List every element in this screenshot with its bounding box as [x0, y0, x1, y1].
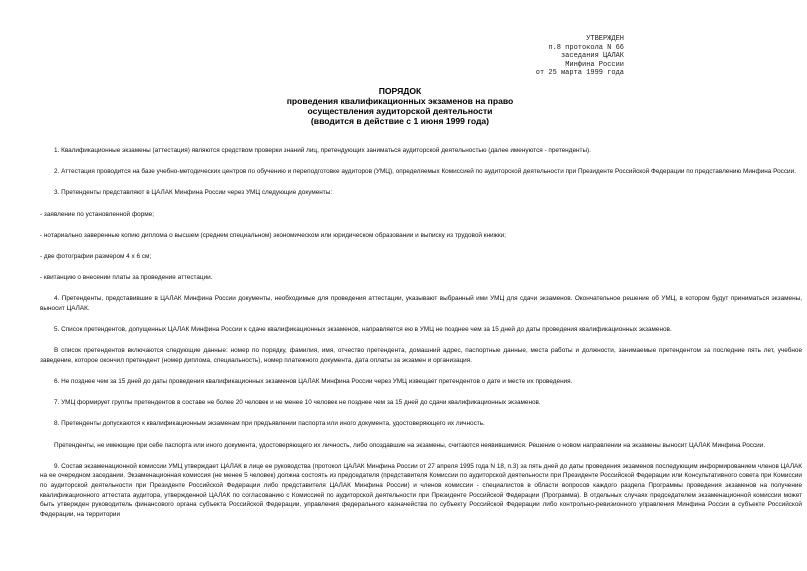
title-line: ПОРЯДОК: [378, 86, 422, 96]
title-line: проведения квалификационных экзаменов на право: [286, 96, 514, 106]
document-body: [40, 146, 802, 531]
paragraph-8b: Претенденты, не имеющие при себе паспорта или иного документа, удостоверяющего их личность, либо опоздавшие на экзамены, считаются неявившимися. Решение о новом направлении на экзамены выносит ЦАЛАК Минфина России.: [54, 441, 766, 449]
paragraph-6: 6. Не позднее чем за 15 дней до даты проведения квалификационных экзаменов ЦАЛАК Минфина России через УМЦ извещает претендентов о дате и месте их проведения.: [54, 378, 573, 386]
approval-line: заседания ЦАЛАК: [560, 52, 624, 60]
title-line: (вводится в действие с 1 июня 1999 года): [310, 116, 490, 126]
paragraph-8: 8. Претенденты допускаются к квалификационным экзаменам при предъявлении паспорта или иного документа, удостоверяющего их личность.: [54, 420, 485, 428]
paragraph-2: 2. Аттестация проводится на базе учебно-методических центров по обучению и переподготовке аудиторов (УМЦ), определяемых Комиссией по аудиторской деятельности при Президенте Российской Федерации по представлению Минфина России.: [54, 168, 796, 176]
paragraph-3: 3. Претенденты представляют в ЦАЛАК Минфина России через УМЦ следующие документы:: [54, 189, 333, 197]
approval-line: Минфина России: [565, 60, 624, 69]
approval-line: от 25 марта 1999 года: [535, 69, 624, 77]
paragraph-5: 5. Список претендентов, допущенных ЦАЛАК Минфина России к сдаче квалификационных экзаменов, направляется ею в УМЦ не позднее чем за 15 дней до даты проведения квалификационных экзаменов.: [54, 326, 672, 334]
list-item: - квитанцию о внесении платы за проведение аттестации.: [40, 274, 213, 282]
paragraph-9: 9. Состав экзаменационной комиссии УМЦ утверждает ЦАЛАК в лице ее руководства (протокол ЦАЛАК Минфина России от 27 апреля 1995 года N 18, п.3) за пять дней до даты проведения экзаменов последующим информированием членов ЦАЛАК на ее очередном заседании. Экзаменационная комиссия (не менее 5 человек) должна состоять из председателя (представителя Комиссии по аудиторской деятельности при Президенте Российской Федерации или Консультативного совета при Комиссии по аудиторской деятельности при Президенте Российской Федерации либо представителя ЦАЛАК Минфина России) и членов комиссии - специалистов в области вопросов каждого раздела Программы проведения экзаменов на получение квалификационного аттестата аудитора, утвержденной ЦАЛАК по согласованию с Комиссией по аудиторской деятельности при Президенте Российской Федерации (Программа). В отдельных случаях председателем экзаменационной комиссии может быть утвержден руководитель финансового органа субъекта Российской Федерации, управления федерального казначейства по субъекту Российской Федерации либо контрольно-ревизионного управления Минфина России в субъекте Российской Федерации, на территории: [40, 462, 802, 518]
list-item: - две фотографии размером 4 х 6 см;: [40, 252, 152, 260]
document-title: [230, 86, 570, 126]
list-item: - заявление по установленной форме;: [40, 210, 154, 218]
paragraph-7: 7. УМЦ формирует группы претендентов в составе не более 20 человек и не менее 10 человек не позднее чем за 15 дней до сдачи квалификационных экзаменов.: [54, 399, 541, 407]
approval-line: п.8 протокола N 66: [548, 43, 624, 52]
title-line: осуществления аудиторской деятельности: [307, 106, 493, 116]
approval-line: УТВЕРЖДЕН: [586, 35, 624, 43]
approval-stamp: [424, 35, 624, 78]
list-item: - нотариально заверенные копию диплома о высшем (среднем специальном) экономическом или юридическом образовании и выписку из трудовой книжки;: [40, 231, 507, 239]
paragraph-1: 1. Квалификационные экзамены (аттестация) являются средством проверки знаний лиц, претендующих заниматься аудиторской деятельностью (далее именуются - претенденты).: [54, 147, 591, 154]
paragraph-5b: В список претендентов включаются следующие данные: номер по порядку, фамилия, имя, отчество претендента, домашний адрес, паспортные данные, места работы и должности, занимаемые претендентом за последние пять лет, учебное заведение, которое окончил претендент (номер диплома, специальность), номер платежного документа, дата оплаты за экзамен и организация.: [40, 347, 802, 364]
paragraph-4: 4. Претенденты, представившие в ЦАЛАК Минфина России документы, необходимые для проведения аттестации, указывают выбранный ими УМЦ для сдачи экзаменов. Окончательное решение об УМЦ, в котором будут приниматься экзамены, выносит ЦАЛАК.: [40, 295, 802, 312]
